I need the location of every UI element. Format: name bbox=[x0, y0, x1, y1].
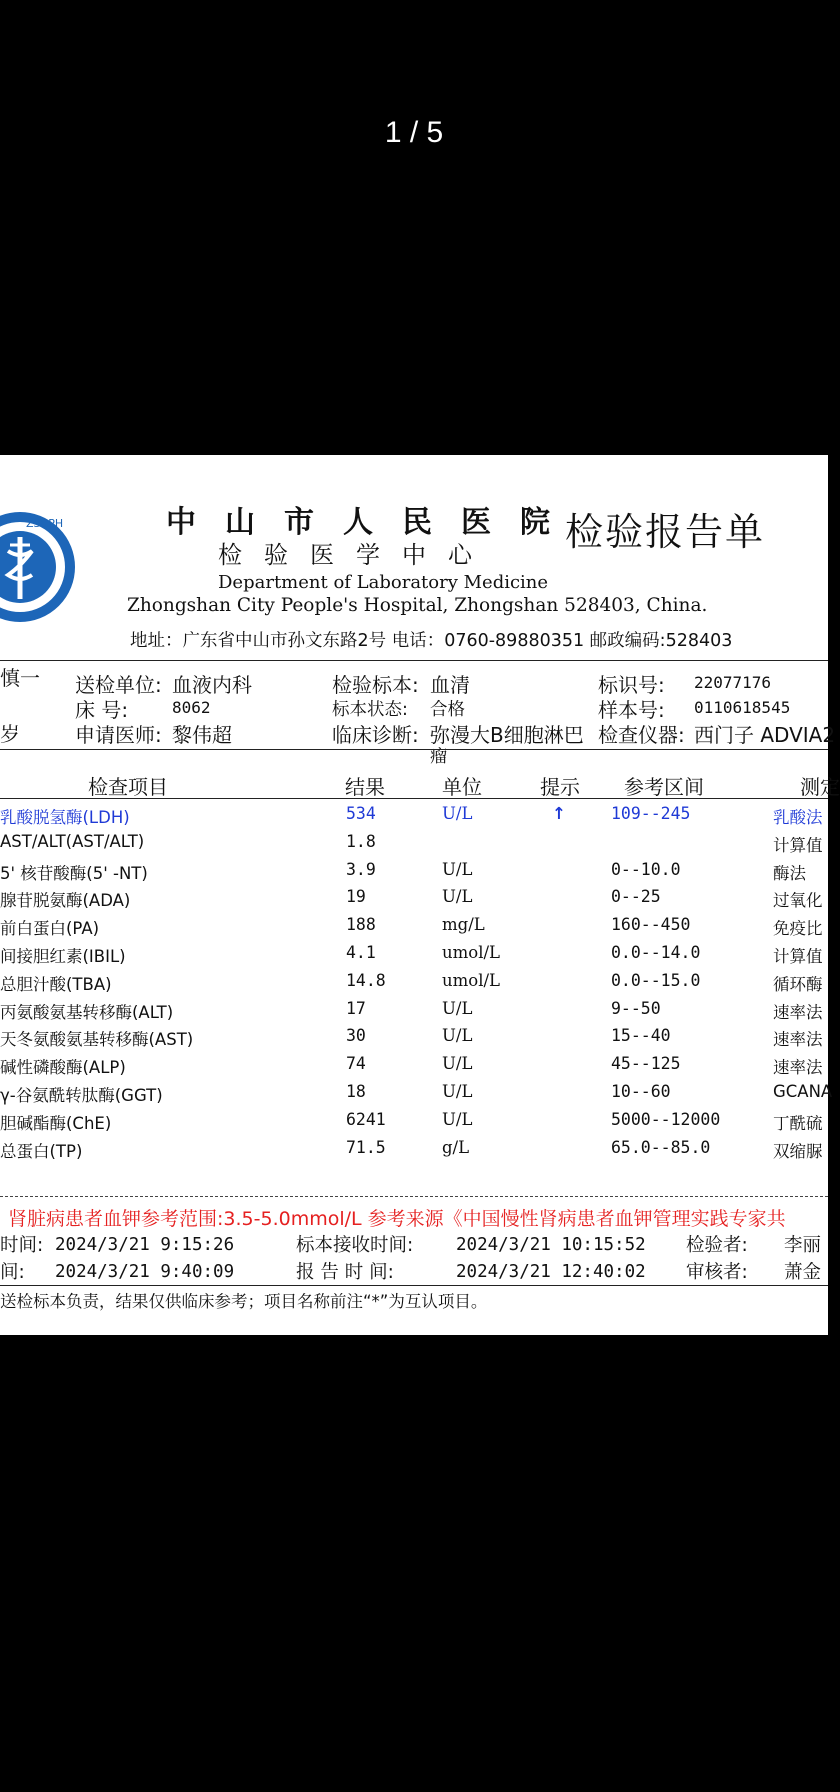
center-name: 检验医学中心 bbox=[218, 541, 494, 569]
cell-item-name: 总胆汁酸(TBA) bbox=[0, 974, 112, 994]
cell-reference-range: 9--50 bbox=[611, 998, 661, 1018]
cell-item-name: 碱性磷酸酶(ALP) bbox=[0, 1058, 126, 1078]
col-header-item: 检查项目 bbox=[88, 775, 168, 799]
report-time-label: 报 告 时 间: bbox=[296, 1262, 394, 1283]
hospital-name: 中山市人民医院 bbox=[166, 505, 579, 540]
footer-divider bbox=[0, 1285, 828, 1286]
diagnosis-label: 临床诊断: bbox=[332, 723, 419, 747]
cell-unit: U/L bbox=[442, 1109, 473, 1129]
table-row bbox=[0, 971, 828, 998]
specimen-label: 检验标本: bbox=[332, 673, 419, 697]
lab-report-document[interactable] bbox=[0, 455, 840, 1335]
instrument-label: 检查仪器: bbox=[598, 723, 685, 747]
logo-text: ZSCPH bbox=[26, 517, 64, 530]
cell-item-name: γ-谷氨酰转肽酶(GGT) bbox=[0, 1086, 163, 1105]
collect-time-value: 2024/3/21 9:15:26 bbox=[55, 1235, 235, 1255]
cell-method: 免疫比 bbox=[773, 919, 823, 939]
specimen-value: 血清 bbox=[430, 673, 470, 697]
address-line: 地址：广东省中山市孙文东路2号 电话：0760-89880351 邮政编码:528403 bbox=[130, 631, 733, 651]
header-divider bbox=[0, 660, 828, 661]
cell-flag: ↑ bbox=[552, 804, 566, 823]
status-value: 合格 bbox=[430, 700, 465, 720]
cell-unit: U/L bbox=[442, 1082, 473, 1101]
potassium-note: 肾脏病患者血钾参考范围:3.5-5.0mmol/L 参考来源《中国慢性肾病患者血钾管理实践专家共 bbox=[8, 1208, 786, 1230]
cell-unit: U/L bbox=[442, 887, 473, 907]
cell-result: 188 bbox=[346, 915, 376, 935]
cell-method: 速率法 bbox=[773, 1058, 823, 1078]
hospital-logo bbox=[0, 511, 76, 623]
cell-reference-range: 5000--12000 bbox=[611, 1109, 721, 1129]
cell-item-name: 5' 核苷酸酶(5' -NT) bbox=[0, 863, 148, 883]
cell-unit: mg/L bbox=[442, 915, 485, 935]
cell-item-name: 腺苷脱氨酶(ADA) bbox=[0, 891, 131, 911]
table-row bbox=[0, 860, 828, 887]
info-divider bbox=[0, 749, 828, 750]
cell-result: 74 bbox=[346, 1054, 366, 1074]
cell-unit: U/L bbox=[442, 1054, 473, 1074]
status-label: 标本状态: bbox=[332, 700, 408, 720]
cell-unit: umol/L bbox=[442, 943, 500, 962]
collect-time-label: 时间: bbox=[0, 1235, 44, 1256]
col-header-ref: 参考区间 bbox=[624, 775, 704, 799]
report-title: 检验报告单 bbox=[565, 510, 766, 554]
cell-method: 速率法 bbox=[773, 1030, 823, 1050]
cell-reference-range: 0.0--15.0 bbox=[611, 970, 701, 990]
cell-item-name: 间接胆红素(IBIL) bbox=[0, 947, 126, 966]
reviewer-label: 审核者: bbox=[686, 1262, 748, 1283]
apply-time-label: 间: bbox=[0, 1262, 25, 1283]
cell-item-name: 前白蛋白(PA) bbox=[0, 919, 100, 939]
cell-result: 17 bbox=[346, 998, 366, 1018]
table-row bbox=[0, 1082, 833, 1109]
table-row bbox=[0, 804, 828, 831]
cell-reference-range: 0.0--14.0 bbox=[611, 943, 701, 962]
dept-label: 送检单位: bbox=[75, 673, 162, 697]
cell-result: 19 bbox=[346, 887, 366, 907]
col-header-unit: 单位 bbox=[442, 775, 482, 799]
cell-unit: U/L bbox=[442, 804, 473, 823]
receive-time-label: 标本接收时间: bbox=[296, 1235, 414, 1256]
patient-name: 慎一 bbox=[0, 666, 40, 690]
doctor-label: 申请医师: bbox=[75, 723, 162, 747]
cell-method: 速率法 bbox=[773, 1002, 823, 1022]
cell-method: 计算值 bbox=[773, 947, 823, 966]
cell-item-name: 天冬氨酸氨基转移酶(AST) bbox=[0, 1030, 194, 1050]
cell-reference-range: 0--25 bbox=[611, 887, 661, 907]
cell-unit: U/L bbox=[442, 1026, 473, 1046]
cell-result: 3.9 bbox=[346, 859, 376, 879]
table-row bbox=[0, 1138, 828, 1165]
tester-value: 李丽 bbox=[784, 1235, 822, 1256]
cell-result: 18 bbox=[346, 1082, 366, 1101]
bed-label: 床 号: bbox=[75, 698, 129, 722]
patient-age: 岁 bbox=[0, 722, 20, 746]
cell-result: 71.5 bbox=[346, 1137, 386, 1157]
cell-method: 过氧化 bbox=[773, 891, 823, 911]
page-counter: 1 / 5 bbox=[384, 116, 444, 149]
cell-result: 534 bbox=[346, 804, 376, 823]
hospital-english: Zhongshan City People's Hospital, Zhongshan 528403, China. bbox=[127, 595, 708, 616]
doctor-value: 黎伟超 bbox=[172, 723, 232, 747]
cell-result: 1.8 bbox=[346, 831, 376, 851]
cell-unit: U/L bbox=[442, 998, 473, 1018]
cell-method: 酶法 bbox=[773, 863, 806, 883]
table-row bbox=[0, 1054, 828, 1081]
receive-time-value: 2024/3/21 10:15:52 bbox=[456, 1235, 646, 1255]
table-row bbox=[0, 887, 828, 914]
diagnosis-value: 弥漫大B细胞淋巴 bbox=[430, 723, 584, 747]
table-row bbox=[0, 943, 828, 970]
cell-unit: g/L bbox=[442, 1137, 470, 1157]
cell-reference-range: 10--60 bbox=[611, 1082, 671, 1101]
cell-reference-range: 160--450 bbox=[611, 915, 691, 935]
table-header-divider bbox=[0, 798, 828, 799]
cell-unit: U/L bbox=[442, 859, 473, 879]
col-header-method: 测定 bbox=[800, 775, 840, 799]
cell-reference-range: 65.0--85.0 bbox=[611, 1137, 711, 1157]
report-time-value: 2024/3/21 12:40:02 bbox=[456, 1262, 646, 1282]
cell-result: 6241 bbox=[346, 1109, 386, 1129]
reviewer-value: 萧金 bbox=[784, 1262, 822, 1283]
cell-method: 双缩脲 bbox=[773, 1141, 823, 1161]
cell-method: 丁酰硫 bbox=[773, 1113, 823, 1133]
table-row bbox=[0, 1110, 828, 1137]
col-header-flag: 提示 bbox=[540, 775, 580, 799]
cell-item-name: 乳酸脱氢酶(LDH) bbox=[0, 808, 130, 827]
instrument-value: 西门子 ADVIA2 bbox=[694, 723, 836, 747]
cell-reference-range: 15--40 bbox=[611, 1026, 671, 1046]
bed-value: 8062 bbox=[172, 698, 211, 717]
cell-reference-range: 0--10.0 bbox=[611, 859, 681, 879]
cell-result: 4.1 bbox=[346, 943, 376, 962]
department-english: Department of Laboratory Medicine bbox=[218, 572, 549, 593]
cell-item-name: 丙氨酸氨基转移酶(ALT) bbox=[0, 1002, 174, 1022]
cell-method: 计算值 bbox=[773, 835, 823, 855]
cell-item-name: 胆碱酯酶(ChE) bbox=[0, 1113, 112, 1133]
id-label: 标识号: bbox=[598, 673, 665, 697]
cell-reference-range: 109--245 bbox=[611, 804, 691, 823]
table-row bbox=[0, 1026, 828, 1053]
cell-method: 循环酶 bbox=[773, 974, 823, 994]
table-row bbox=[0, 915, 828, 942]
sample-label: 样本号: bbox=[598, 698, 665, 722]
cell-method: 乳酸法 bbox=[773, 808, 823, 827]
cell-unit: umol/L bbox=[442, 970, 500, 990]
cell-result: 14.8 bbox=[346, 970, 386, 990]
dashed-divider bbox=[0, 1196, 828, 1197]
apply-time-value: 2024/3/21 9:40:09 bbox=[55, 1262, 235, 1282]
cell-item-name: AST/ALT(AST/ALT) bbox=[0, 831, 145, 851]
cell-item-name: 总蛋白(TP) bbox=[0, 1141, 83, 1161]
diagnosis-value-cont: 瘤 bbox=[430, 747, 448, 767]
col-header-result: 结果 bbox=[345, 775, 385, 799]
dept-value: 血液内科 bbox=[172, 673, 252, 697]
tester-label: 检验者: bbox=[686, 1235, 748, 1256]
id-value: 22077176 bbox=[694, 673, 772, 692]
disclaimer: 送检标本负责，结果仅供临床参考；项目名称前注“*”为互认项目。 bbox=[0, 1292, 488, 1311]
cell-result: 30 bbox=[346, 1026, 366, 1046]
table-row bbox=[0, 832, 828, 859]
cell-reference-range: 45--125 bbox=[611, 1054, 681, 1074]
cell-method: GCANA bbox=[773, 1082, 833, 1101]
sample-value: 0110618545 bbox=[694, 698, 791, 717]
table-row bbox=[0, 999, 828, 1026]
